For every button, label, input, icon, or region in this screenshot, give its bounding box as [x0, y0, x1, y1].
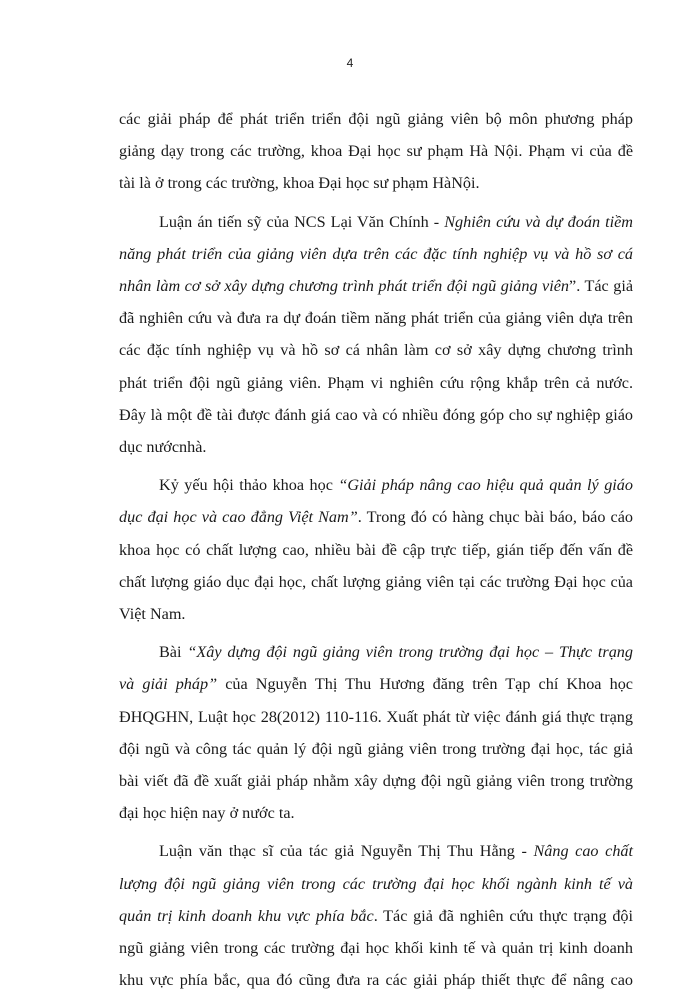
paragraph-line: các đặc tính nghiệp vụ và hồ sơ cá nhân làm cơ sở xây dựng chương trình: [119, 341, 633, 360]
paragraph-line: Bài “Xây dựng đội ngũ giảng viên trong trường đại học – Thực trạng: [159, 643, 633, 662]
paragraph-line: khu vực phía bắc, qua đó cũng đưa ra các giải pháp thiết thực để nâng cao: [119, 971, 633, 990]
paragraph-line: Việt Nam.: [119, 605, 186, 624]
paragraph-line: lượng đội ngũ giảng viên trong các trường đại học khối ngành kinh tế và: [119, 874, 633, 893]
body-text: [119, 103, 633, 996]
paragraph-line: ĐHQGHN, Luật học 28(2012) 110-116. Xuất phát từ việc đánh giá thực trạng: [119, 707, 633, 726]
paragraph-line: quản trị kinh doanh khu vực phía bắc. Tác giả đã nghiên cứu thực trạng đội: [119, 906, 634, 925]
paragraph-line: nhân làm cơ sở xây dựng chương trình phát triển đội ngũ giảng viên”. Tác giả: [119, 277, 633, 296]
paragraph-line: năng phát triển của giảng viên dựa trên các đặc tính nghiệp vụ và hồ sơ cá: [119, 244, 633, 263]
paragraph-line: đã nghiên cứu và đưa ra dự đoán tiềm năng phát triển của giảng viên dựa trên: [119, 309, 633, 328]
paragraph-line: dục đại học và cao đẳng Việt Nam”. Trong đó có hàng chục bài báo, báo cáo: [119, 508, 634, 527]
paragraph-line: phát triển đội ngũ giảng viên. Phạm vi nghiên cứu rộng khắp trên cả nước.: [119, 373, 633, 392]
paragraph-line: đại học hiện nay ở nước ta.: [119, 804, 295, 823]
paragraph-line: Luận văn thạc sĩ của tác giả Nguyễn Thị Thu Hằng - Nâng cao chất: [159, 842, 634, 861]
paragraph-line: Đây là một đề tài được đánh giá cao và có nhiều đóng góp cho sự nghiệp giáo: [119, 405, 633, 424]
paragraph-line: ngũ giảng viên trong các trường đại học khối kinh tế và quản trị kinh doanh: [119, 939, 633, 958]
paragraph-line: tài là ở trong các trường, khoa Đại học sư phạm HàNội.: [119, 174, 480, 193]
paragraph-line: các giải pháp để phát triển triển đội ngũ giảng viên bộ môn phương pháp: [119, 110, 633, 128]
paragraph-line: đội ngũ và công tác quản lý đội ngũ giảng viên trong trường đại học, tác giả: [119, 739, 633, 758]
paragraph-line: Luận án tiến sỹ của NCS Lại Văn Chính - Nghiên cứu và dự đoán tiềm: [159, 212, 633, 231]
page-number: 4: [346, 56, 354, 70]
paragraph-line: Kỷ yếu hội thảo khoa học “Giải pháp nâng cao hiệu quả quản lý giáo: [159, 476, 633, 495]
paragraph-line: khoa học có chất lượng cao, nhiều bài đề cập trực tiếp, gián tiếp đến vấn đề: [119, 540, 633, 559]
paragraph-line: bài viết đã đề xuất giải pháp nhằm xây dựng đội ngũ giảng viên trong trường: [119, 772, 633, 791]
paragraph-line: dục nướcnhà.: [119, 438, 207, 457]
paragraph-line: và giải pháp” của Nguyễn Thị Thu Hương đăng trên Tạp chí Khoa học: [119, 675, 633, 694]
paragraph-line: chất lượng giáo dục đại học, chất lượng giảng viên tại các trường Đại học của: [119, 572, 633, 591]
paragraph-line: giảng dạy trong các trường, khoa Đại học sư phạm Hà Nội. Phạm vi của đề: [119, 142, 633, 161]
